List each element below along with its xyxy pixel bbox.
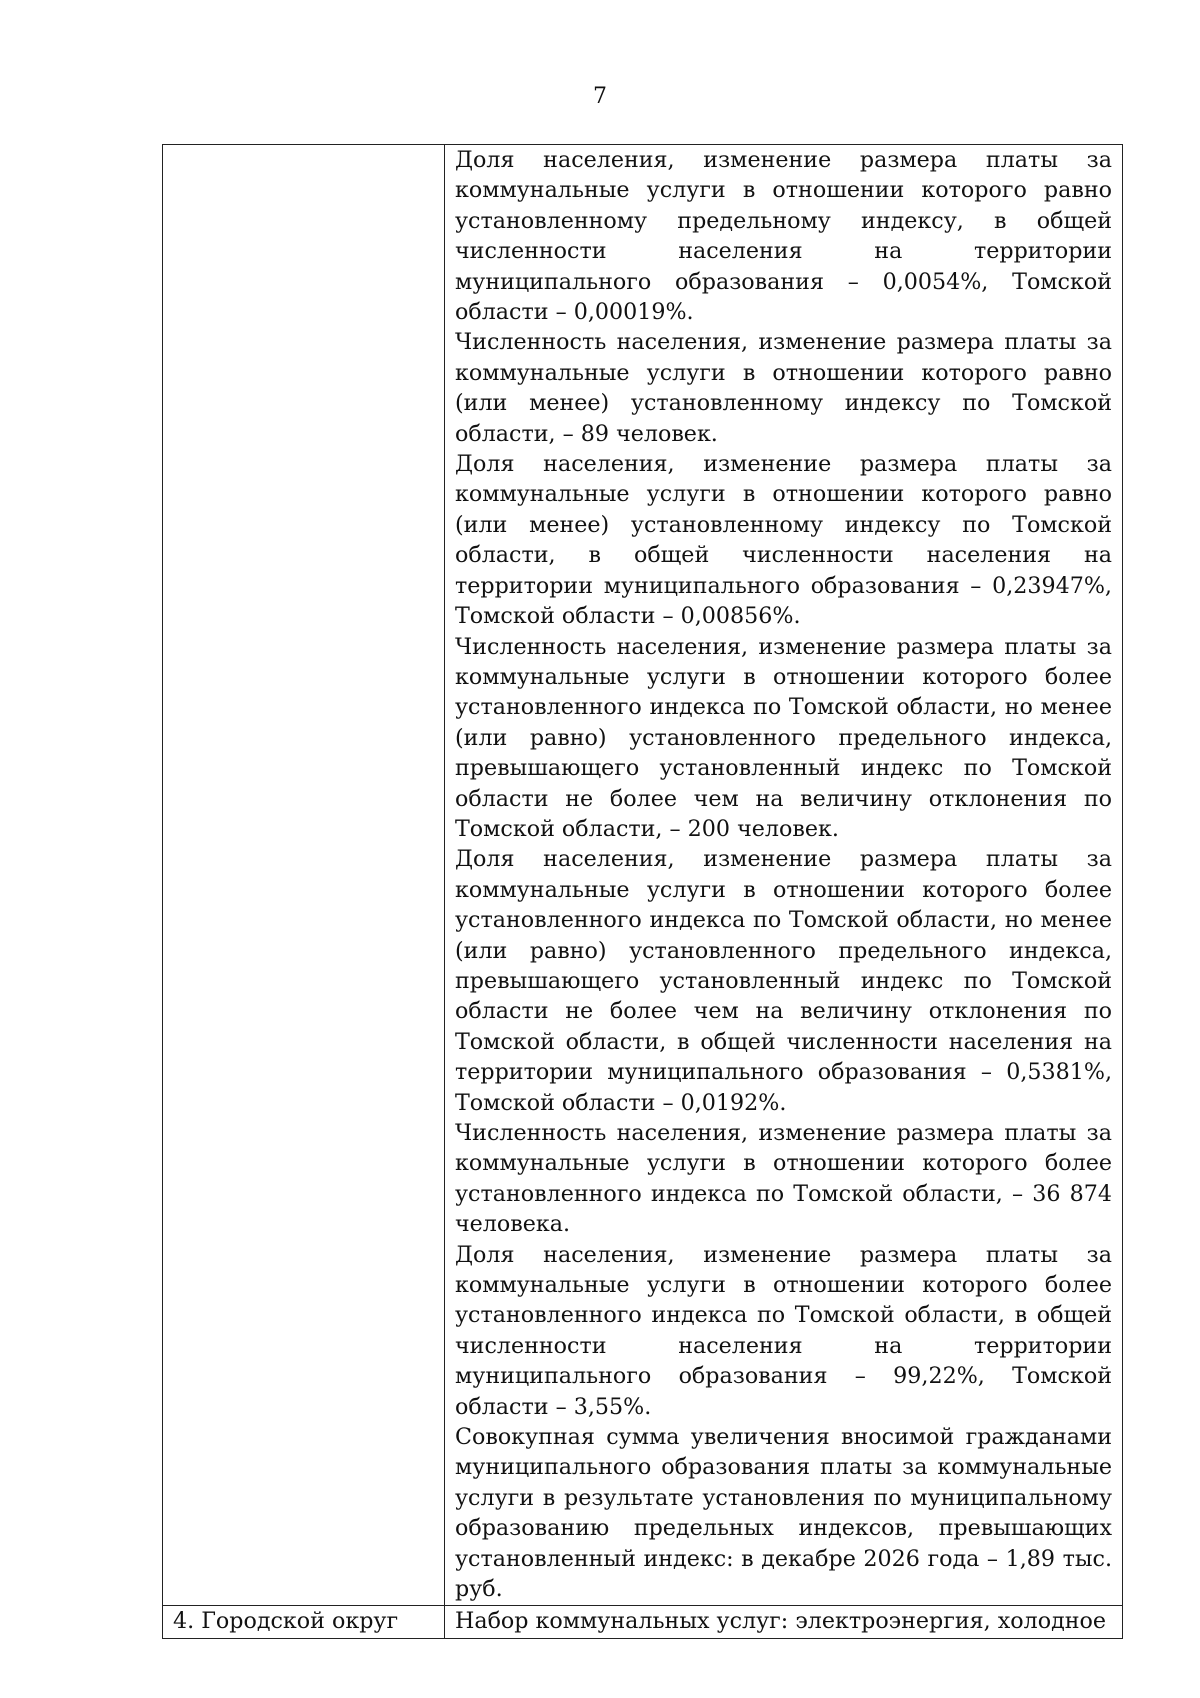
- table-cell-indicators: [445, 1605, 1123, 1638]
- indicator-paragraph: Доля населения, изменение размера платы за коммунальные услуги в отношении которого равно установленному предельному индексу, в общей численности населения на территории муниципального образования – 0,0054%, Томской области – 0,00019%.: [455, 147, 1112, 326]
- indicator-paragraph: Доля населения, изменение размера платы за коммунальные услуги в отношении которого более установленного индекса по Томской области, но менее (или равно) установленного предельного индекса, превышающего установленный индекс по Томской области не более чем на величину отклонения по Томской области, в общей численности населения на территории муниципального образования – 0,5381%, Томской области – 0,0192%.: [455, 846, 1112, 1116]
- page-number: 7: [593, 84, 607, 109]
- indicator-paragraph: Численность населения, изменение размера платы за коммунальные услуги в отношении которого более установленного индекса по Томской области, но менее (или равно) установленного предельного индекса, превышающего установленный индекс по Томской области не более чем на величину отклонения по Томской области, – 200 человек.: [455, 633, 1112, 842]
- table-cell-indicators: [445, 145, 1123, 1606]
- indicator-paragraph: Доля населения, изменение размера платы за коммунальные услуги в отношении которого более установленного индекса по Томской области, в общей численности населения на территории муниципального образования – 99,22%, Томской области – 3,55%.: [455, 1241, 1112, 1420]
- indicator-paragraph: Набор коммунальных услуг: электроэнергия, холодное: [455, 1607, 1107, 1634]
- indicator-paragraph: Численность населения, изменение размера платы за коммунальные услуги в отношении которого равно (или менее) установленному индексу по Томской области, – 89 человек.: [455, 329, 1112, 447]
- table-row: [163, 145, 1123, 1606]
- table-cell-municipality: [163, 145, 445, 1606]
- document-table: [162, 144, 1123, 1639]
- indicator-paragraph: Численность населения, изменение размера платы за коммунальные услуги в отношении которого более установленного индекса по Томской области, – 36 874 человека.: [455, 1120, 1112, 1238]
- table-cell-municipality: 4. Городской округ: [163, 1605, 445, 1638]
- indicator-paragraph: Совокупная сумма увеличения вносимой гражданами муниципального образования платы за коммунальные услуги в результате установления по муниципальному образованию предельных индексов, превышающих установленный индекс: в декабре 2026 года – 1,89 тыс. руб.: [455, 1424, 1112, 1603]
- table-row: [163, 1605, 1123, 1638]
- indicator-paragraph: Доля населения, изменение размера платы за коммунальные услуги в отношении которого равно (или менее) установленному индексу по Томской области, в общей численности населения на территории муниципального образования – 0,23947%, Томской области – 0,00856%.: [455, 451, 1112, 630]
